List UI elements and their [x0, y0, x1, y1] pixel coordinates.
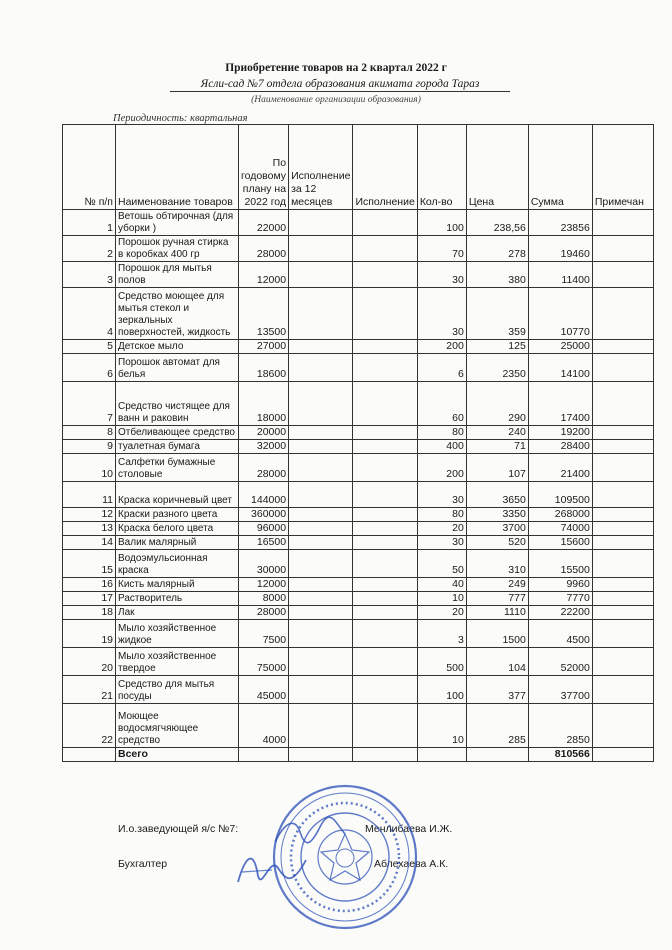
row-exec	[353, 536, 417, 550]
row-note	[592, 210, 653, 236]
row-num: 2	[63, 236, 116, 262]
row-price: 777	[466, 592, 528, 606]
row-note	[592, 288, 653, 340]
row-price: 3650	[466, 482, 528, 508]
row-name: Средство для мытья посуды	[116, 676, 239, 704]
table-row	[63, 210, 654, 236]
row-qty: 6	[417, 354, 466, 382]
row-sum: 21400	[528, 454, 592, 482]
row-name: Порошок ручная стирка в коробках 400 гр	[116, 236, 239, 262]
row-num: 16	[63, 578, 116, 592]
row-plan: 30000	[239, 550, 289, 578]
head-name: Менлибаева И.Ж.	[365, 823, 453, 835]
row-plan: 28000	[239, 454, 289, 482]
table-header-row	[63, 125, 654, 210]
row-name: Мыло хозяйственное твердое	[116, 648, 239, 676]
row-name: туалетная бумага	[116, 440, 239, 454]
row-name: Ветошь обтирочная (для уборки )	[116, 210, 239, 236]
row-exec-12	[289, 648, 353, 676]
row-note	[592, 508, 653, 522]
row-num: 3	[63, 262, 116, 288]
row-exec-12	[289, 522, 353, 536]
row-num: 9	[63, 440, 116, 454]
row-sum: 17400	[528, 382, 592, 426]
document-title: Приобретение товаров на 2 квартал 2022 г	[225, 62, 447, 74]
accountant-title: Бухгалтер	[118, 858, 168, 870]
table-row	[63, 508, 654, 522]
row-price: 285	[466, 704, 528, 748]
row-num: 4	[63, 288, 116, 340]
row-sum: 25000	[528, 340, 592, 354]
row-note	[592, 354, 653, 382]
row-plan: 13500	[239, 288, 289, 340]
total-row	[63, 748, 654, 762]
row-name: Краска белого цвета	[116, 522, 239, 536]
row-exec	[353, 592, 417, 606]
row-num: 20	[63, 648, 116, 676]
row-name: Детское мыло	[116, 340, 239, 354]
row-exec-12	[289, 536, 353, 550]
row-price: 3350	[466, 508, 528, 522]
row-plan: 16500	[239, 536, 289, 550]
row-qty: 400	[417, 440, 466, 454]
row-exec	[353, 236, 417, 262]
table-row	[63, 482, 654, 508]
row-qty: 200	[417, 454, 466, 482]
row-qty: 100	[417, 210, 466, 236]
header-plan: По годовому плану на 2022 год	[239, 125, 289, 210]
table-row	[63, 382, 654, 426]
row-qty: 3	[417, 620, 466, 648]
table-row	[63, 288, 654, 340]
row-qty: 20	[417, 606, 466, 620]
row-name: Мыло хозяйственное жидкое	[116, 620, 239, 648]
organization-caption: (Наименование организации образования)	[251, 95, 421, 105]
row-exec	[353, 648, 417, 676]
row-exec-12	[289, 354, 353, 382]
total-cell	[592, 748, 653, 762]
row-price: 359	[466, 288, 528, 340]
row-qty: 80	[417, 508, 466, 522]
header-name: Наименование товаров	[116, 125, 239, 210]
header-exec-12: Исполнение за 12 месяцев	[289, 125, 353, 210]
row-price: 240	[466, 426, 528, 440]
row-name: Краска коричневый цвет	[116, 482, 239, 508]
row-plan: 360000	[239, 508, 289, 522]
row-note	[592, 620, 653, 648]
row-exec	[353, 578, 417, 592]
row-qty: 60	[417, 382, 466, 426]
row-plan: 18600	[239, 354, 289, 382]
row-num: 22	[63, 704, 116, 748]
row-num: 18	[63, 606, 116, 620]
row-note	[592, 676, 653, 704]
row-plan: 32000	[239, 440, 289, 454]
row-exec-12	[289, 236, 353, 262]
total-label: Всего	[116, 748, 239, 762]
row-qty: 10	[417, 704, 466, 748]
row-exec-12	[289, 426, 353, 440]
row-sum: 52000	[528, 648, 592, 676]
row-plan: 144000	[239, 482, 289, 508]
header-exec: Исполнение	[353, 125, 417, 210]
row-qty: 30	[417, 536, 466, 550]
row-num: 11	[63, 482, 116, 508]
row-price: 380	[466, 262, 528, 288]
header-sum: Сумма	[528, 125, 592, 210]
row-qty: 500	[417, 648, 466, 676]
row-qty: 10	[417, 592, 466, 606]
row-note	[592, 340, 653, 354]
row-exec	[353, 522, 417, 536]
row-sum: 37700	[528, 676, 592, 704]
row-name: Салфетки бумажные столовые	[116, 454, 239, 482]
row-num: 14	[63, 536, 116, 550]
row-plan: 28000	[239, 606, 289, 620]
table-row	[63, 704, 654, 748]
row-exec-12	[289, 592, 353, 606]
row-name: Порошок автомат для белья	[116, 354, 239, 382]
row-note	[592, 382, 653, 426]
organization-name: Ясли-сад №7 отдела образования акимата города Тараз	[170, 78, 510, 92]
row-qty: 30	[417, 288, 466, 340]
row-exec	[353, 440, 417, 454]
row-plan: 18000	[239, 382, 289, 426]
total-cell	[239, 748, 289, 762]
total-cell	[466, 748, 528, 762]
row-name: Отбеливающее средство	[116, 426, 239, 440]
table-row	[63, 262, 654, 288]
row-exec	[353, 382, 417, 426]
row-exec	[353, 210, 417, 236]
row-exec-12	[289, 288, 353, 340]
row-note	[592, 454, 653, 482]
row-num: 1	[63, 210, 116, 236]
accountant-signature	[232, 846, 312, 894]
row-exec	[353, 354, 417, 382]
row-exec	[353, 620, 417, 648]
row-name: Кисть малярный	[116, 578, 239, 592]
row-sum: 19460	[528, 236, 592, 262]
row-name: Валик малярный	[116, 536, 239, 550]
row-price: 104	[466, 648, 528, 676]
row-note	[592, 592, 653, 606]
row-qty: 50	[417, 550, 466, 578]
row-plan: 8000	[239, 592, 289, 606]
row-sum: 109500	[528, 482, 592, 508]
row-price: 2350	[466, 354, 528, 382]
row-note	[592, 550, 653, 578]
row-exec	[353, 508, 417, 522]
row-exec	[353, 288, 417, 340]
row-num: 6	[63, 354, 116, 382]
row-exec	[353, 606, 417, 620]
row-num: 8	[63, 426, 116, 440]
head-title: И.о.заведующей я/с №7:	[118, 823, 239, 835]
periodicity-label: Периодичность: квартальная	[113, 113, 248, 124]
row-exec	[353, 550, 417, 578]
row-exec-12	[289, 340, 353, 354]
row-note	[592, 606, 653, 620]
row-exec	[353, 704, 417, 748]
table-row	[63, 578, 654, 592]
row-plan: 4000	[239, 704, 289, 748]
header-note: Примечан	[592, 125, 653, 210]
row-num: 7	[63, 382, 116, 426]
row-qty: 80	[417, 426, 466, 440]
row-sum: 4500	[528, 620, 592, 648]
row-name: Лак	[116, 606, 239, 620]
row-qty: 100	[417, 676, 466, 704]
table-row	[63, 606, 654, 620]
row-plan: 22000	[239, 210, 289, 236]
row-exec-12	[289, 620, 353, 648]
row-sum: 9960	[528, 578, 592, 592]
row-price: 310	[466, 550, 528, 578]
row-qty: 30	[417, 262, 466, 288]
row-price: 125	[466, 340, 528, 354]
row-exec-12	[289, 440, 353, 454]
row-note	[592, 440, 653, 454]
row-price: 238,56	[466, 210, 528, 236]
row-plan: 28000	[239, 236, 289, 262]
row-exec	[353, 454, 417, 482]
row-exec-12	[289, 210, 353, 236]
row-plan: 75000	[239, 648, 289, 676]
row-num: 10	[63, 454, 116, 482]
row-note	[592, 536, 653, 550]
row-price: 249	[466, 578, 528, 592]
row-exec	[353, 426, 417, 440]
row-price: 107	[466, 454, 528, 482]
row-exec-12	[289, 508, 353, 522]
row-exec	[353, 676, 417, 704]
row-price: 377	[466, 676, 528, 704]
row-plan: 96000	[239, 522, 289, 536]
row-sum: 19200	[528, 426, 592, 440]
row-sum: 15600	[528, 536, 592, 550]
accountant-name: Аблехаева А.К.	[374, 858, 449, 870]
row-sum: 10770	[528, 288, 592, 340]
row-sum: 7770	[528, 592, 592, 606]
row-price: 278	[466, 236, 528, 262]
table-row	[63, 592, 654, 606]
table-row	[63, 354, 654, 382]
row-plan: 12000	[239, 578, 289, 592]
row-exec	[353, 340, 417, 354]
total-cell	[353, 748, 417, 762]
row-exec-12	[289, 578, 353, 592]
row-exec-12	[289, 704, 353, 748]
row-qty: 40	[417, 578, 466, 592]
row-qty: 70	[417, 236, 466, 262]
row-note	[592, 236, 653, 262]
header-qty: Кол-во	[417, 125, 466, 210]
row-num: 15	[63, 550, 116, 578]
total-cell	[289, 748, 353, 762]
table-row	[63, 236, 654, 262]
row-qty: 30	[417, 482, 466, 508]
total-cell	[63, 748, 116, 762]
purchases-table-wrapper	[62, 124, 672, 762]
row-qty: 200	[417, 340, 466, 354]
row-num: 21	[63, 676, 116, 704]
row-price: 1110	[466, 606, 528, 620]
row-name: Растворитель	[116, 592, 239, 606]
header-price: Цена	[466, 125, 528, 210]
row-num: 5	[63, 340, 116, 354]
row-qty: 20	[417, 522, 466, 536]
table-row	[63, 426, 654, 440]
row-price: 290	[466, 382, 528, 426]
row-sum: 74000	[528, 522, 592, 536]
row-note	[592, 426, 653, 440]
table-row	[63, 648, 654, 676]
table-row	[63, 676, 654, 704]
row-name: Краски разного цвета	[116, 508, 239, 522]
row-sum: 22200	[528, 606, 592, 620]
row-sum: 15500	[528, 550, 592, 578]
row-num: 19	[63, 620, 116, 648]
row-name: Средство моющее для мытья стекол и зеркальных поверхностей, жидкость	[116, 288, 239, 340]
row-name: Порошок для мытья полов	[116, 262, 239, 288]
table-row	[63, 454, 654, 482]
table-row	[63, 340, 654, 354]
row-note	[592, 704, 653, 748]
row-price: 71	[466, 440, 528, 454]
table-row	[63, 620, 654, 648]
table-row	[63, 522, 654, 536]
row-exec-12	[289, 454, 353, 482]
row-price: 520	[466, 536, 528, 550]
row-exec-12	[289, 676, 353, 704]
row-exec	[353, 482, 417, 508]
table-row	[63, 550, 654, 578]
row-note	[592, 482, 653, 508]
row-name: Водоэмульсионная краска	[116, 550, 239, 578]
row-sum: 2850	[528, 704, 592, 748]
row-num: 13	[63, 522, 116, 536]
row-price: 1500	[466, 620, 528, 648]
row-sum: 11400	[528, 262, 592, 288]
row-note	[592, 578, 653, 592]
row-exec-12	[289, 606, 353, 620]
row-sum: 268000	[528, 508, 592, 522]
row-exec-12	[289, 262, 353, 288]
row-note	[592, 522, 653, 536]
table-row	[63, 536, 654, 550]
row-name: Моющее водосмягчяющее средство	[116, 704, 239, 748]
header-num: № п/п	[63, 125, 116, 210]
row-note	[592, 262, 653, 288]
row-plan: 27000	[239, 340, 289, 354]
row-num: 17	[63, 592, 116, 606]
row-plan: 7500	[239, 620, 289, 648]
row-sum: 28400	[528, 440, 592, 454]
row-num: 12	[63, 508, 116, 522]
row-plan: 20000	[239, 426, 289, 440]
row-sum: 23856	[528, 210, 592, 236]
row-exec-12	[289, 550, 353, 578]
row-sum: 14100	[528, 354, 592, 382]
total-sum: 810566	[528, 748, 592, 762]
purchases-table	[62, 124, 654, 762]
row-exec-12	[289, 482, 353, 508]
row-plan: 12000	[239, 262, 289, 288]
table-row	[63, 440, 654, 454]
row-exec-12	[289, 382, 353, 426]
total-cell	[417, 748, 466, 762]
table-body	[63, 210, 654, 762]
row-note	[592, 648, 653, 676]
row-name: Средство чистящее для ванн и раковин	[116, 382, 239, 426]
row-plan: 45000	[239, 676, 289, 704]
row-exec	[353, 262, 417, 288]
row-price: 3700	[466, 522, 528, 536]
